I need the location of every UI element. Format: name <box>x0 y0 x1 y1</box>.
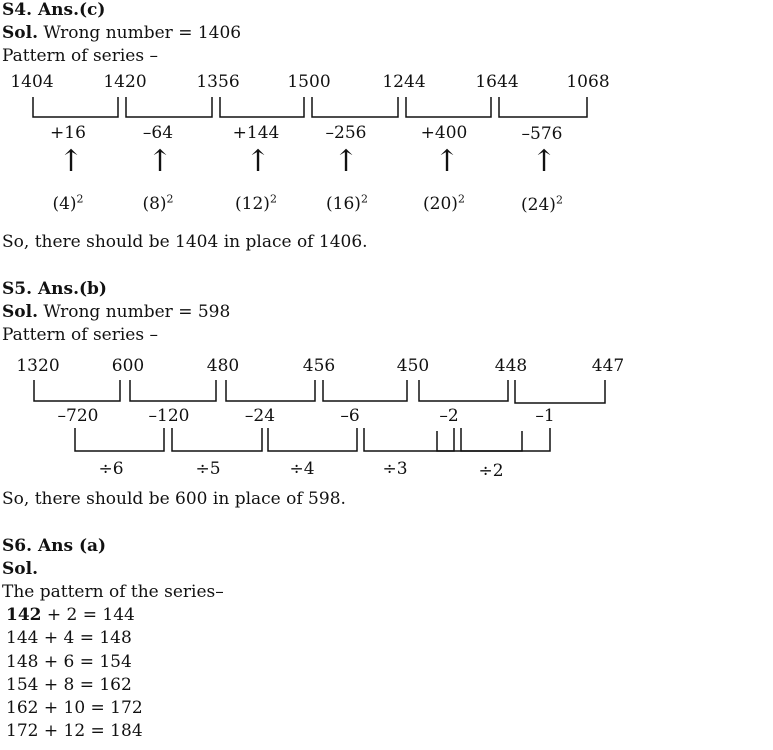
s4-number: 1500 <box>287 72 331 92</box>
s4-sol-label: Sol. <box>2 23 38 43</box>
up-arrow-icon: ↑ <box>434 144 460 179</box>
s5-ratio: ÷4 <box>289 459 315 479</box>
s4-square: $(4)^2$ <box>52 192 84 214</box>
s6-pattern-label: The pattern of the series– <box>2 582 224 602</box>
s5-number: 448 <box>494 356 528 376</box>
s6-equation: 142 + 2 = 144 <box>6 605 135 625</box>
s5-number: 456 <box>302 356 336 376</box>
s6-equation: 144 + 4 = 148 <box>6 628 132 648</box>
s4-heading: S4. Ans.(c) <box>2 0 106 20</box>
s5-number: 447 <box>591 356 625 376</box>
s5-number: 450 <box>396 356 430 376</box>
s5-sol-label: Sol. <box>2 302 38 322</box>
s5-heading: S5. Ans.(b) <box>2 279 107 299</box>
s4-square: $(12)^2$ <box>235 192 277 214</box>
s5-wrong-number: Wrong number = 598 <box>38 302 231 322</box>
up-arrow-icon: ↑ <box>147 144 173 179</box>
s5-difference: –120 <box>148 406 190 426</box>
s6-heading: S6. Ans (a) <box>2 536 107 556</box>
s4-square: $(16)^2$ <box>326 192 368 214</box>
s4-square: $(20)^2$ <box>423 192 465 214</box>
up-arrow-icon: ↑ <box>333 144 359 179</box>
s5-number: 600 <box>111 356 145 376</box>
s5-difference: –2 <box>439 406 459 426</box>
s4-conclusion: So, there should be 1404 in place of 1406. <box>2 232 368 252</box>
s5-ratio: ÷3 <box>382 459 408 479</box>
s4-pattern-label: Pattern of series – <box>2 46 158 66</box>
s6-equation: 162 + 10 = 172 <box>6 698 143 718</box>
s4-difference: +144 <box>232 123 280 143</box>
s4-difference: –576 <box>521 124 563 144</box>
s5-difference: –720 <box>57 406 99 426</box>
s6-sol-label: Sol. <box>2 559 38 579</box>
s5-difference: –24 <box>244 406 276 426</box>
s4-number: 1356 <box>196 72 240 92</box>
s4-difference: –64 <box>142 123 174 143</box>
s4-number: 1420 <box>103 72 147 92</box>
s5-difference: –1 <box>535 406 555 426</box>
up-arrow-icon: ↑ <box>531 144 557 179</box>
up-arrow-icon: ↑ <box>58 144 84 179</box>
s5-number: 1320 <box>16 356 60 376</box>
s4-number: 1644 <box>475 72 519 92</box>
s5-conclusion: So, there should be 600 in place of 598. <box>2 489 346 509</box>
s4-difference: +16 <box>50 123 86 143</box>
s4-square: $(24)^2$ <box>521 193 563 215</box>
s4-difference: +400 <box>420 123 468 143</box>
s5-ratio: ÷5 <box>195 459 221 479</box>
s6-equation: 148 + 6 = 154 <box>6 652 132 672</box>
s6-equation: 172 + 12 = 184 <box>6 721 143 741</box>
up-arrow-icon: ↑ <box>245 144 271 179</box>
s4-number: 1244 <box>382 72 426 92</box>
s4-square: $(8)^2$ <box>142 192 174 214</box>
s5-difference: –6 <box>340 406 360 426</box>
s6-equation: 154 + 8 = 162 <box>6 675 132 695</box>
s5-number: 480 <box>206 356 240 376</box>
s5-ratio: ÷6 <box>98 459 124 479</box>
s5-pattern-label: Pattern of series – <box>2 325 158 345</box>
s4-difference: –256 <box>325 123 367 143</box>
s4-wrong-number: Wrong number = 1406 <box>38 23 242 43</box>
s5-ratio: ÷2 <box>478 461 504 481</box>
s4-number: 1404 <box>10 72 54 92</box>
s4-number: 1068 <box>566 72 610 92</box>
